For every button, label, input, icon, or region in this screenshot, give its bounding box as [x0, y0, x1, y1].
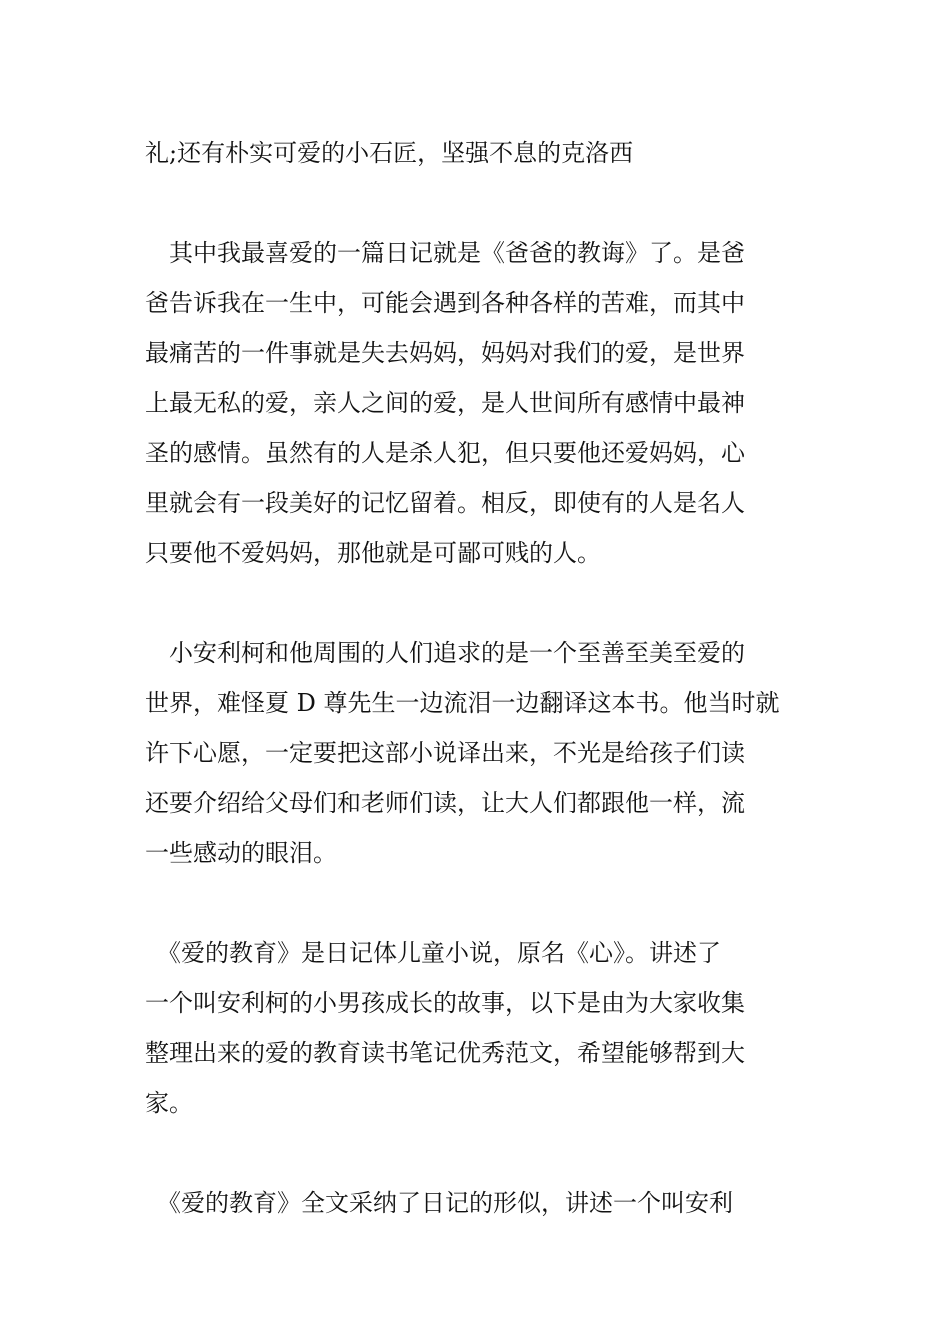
text-line: 最痛苦的一件事就是失去妈妈，妈妈对我们的爱，是世界	[145, 339, 745, 367]
document-body	[145, 128, 810, 1228]
text-line: 礼;还有朴实可爱的小石匠，坚强不息的克洛西	[145, 139, 634, 167]
paragraph-5	[145, 1178, 810, 1228]
text-line: 《爱的教育》是日记体儿童小说，原名《心》。讲述了	[145, 939, 721, 967]
text-line: 《爱的教育》全文采纳了日记的形似，讲述一个叫安利	[145, 1189, 733, 1217]
paragraph-1	[145, 128, 810, 178]
text-line: 整理出来的爱的教育读书笔记优秀范文，希望能够帮到大	[145, 1039, 745, 1067]
text-line: 上最无私的爱，亲人之间的爱，是人世间所有感情中最神	[145, 389, 745, 417]
paragraph-4	[145, 928, 810, 1128]
text-line: 还要介绍给父母们和老师们读，让大人们都跟他一样，流	[145, 789, 745, 817]
text-line: 一些感动的眼泪。	[145, 839, 337, 867]
text-line: 其中我最喜爱的一篇日记就是《爸爸的教诲》了。是爸	[145, 239, 745, 267]
text-line: 爸告诉我在一生中，可能会遇到各种各样的苦难，而其中	[145, 289, 745, 317]
paragraph-3	[145, 628, 810, 878]
text-line: 圣的感情。虽然有的人是杀人犯，但只要他还爱妈妈，心	[145, 439, 745, 467]
text-line: 许下心愿，一定要把这部小说译出来，不光是给孩子们读	[145, 739, 745, 767]
text-line: 里就会有一段美好的记忆留着。相反，即使有的人是名人	[145, 489, 745, 517]
text-line: 小安利柯和他周围的人们追求的是一个至善至美至爱的	[145, 639, 745, 667]
text-line: 一个叫安利柯的小男孩成长的故事，以下是由为大家收集	[145, 989, 745, 1017]
text-line: 世界，难怪夏 D 尊先生一边流泪一边翻译这本书。他当时就	[145, 689, 780, 717]
text-line: 家。	[145, 1089, 193, 1117]
paragraph-2	[145, 228, 810, 578]
text-line: 只要他不爱妈妈，那他就是可鄙可贱的人。	[145, 539, 601, 567]
